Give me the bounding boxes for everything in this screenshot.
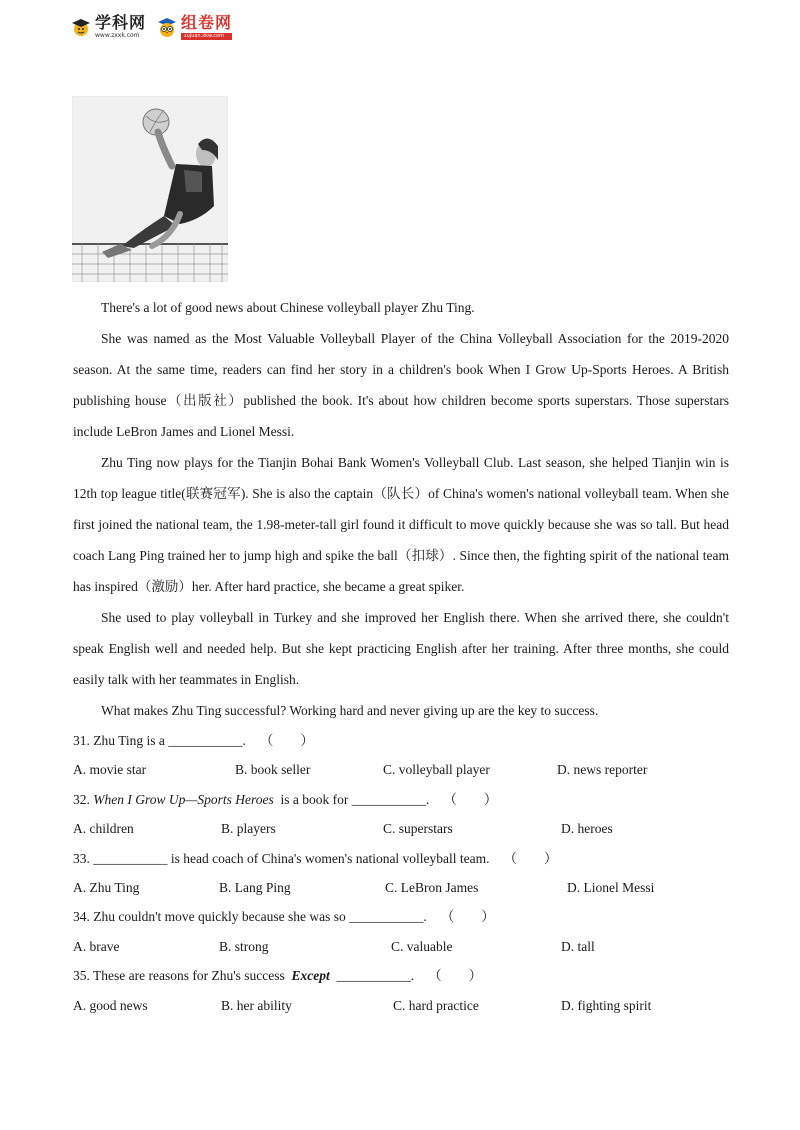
book-title: When I Grow Up—Sports Heroes (93, 791, 274, 807)
answer-blank: ___________ (351, 791, 426, 807)
answer-blank: ___________ (93, 850, 168, 866)
option-a: A. good news (73, 997, 148, 1013)
option-c: C. superstars (383, 821, 453, 837)
answer-parentheses: （ ） (503, 850, 558, 866)
header-logos (70, 10, 232, 44)
option-b: B. players (221, 821, 276, 837)
question-35 (73, 961, 729, 990)
answer-blank: ___________ (336, 968, 411, 984)
option-d: D. heroes (561, 821, 613, 837)
answer-parentheses: （ ） (259, 733, 314, 748)
owl-icon (156, 16, 178, 38)
passage-paragraph: Zhu Ting now plays for the Tianjin Bohai Bank Women's Volleyball Club. Last season, she helped Tianjin win is 12th top league title(联赛冠军). She is also the captain（队长）of China's women's national volleyball team. When she first joined the national team, the 1.98-meter-tall girl found it difficult to move quickly because she was so tall. But head coach Lang Ping trained her to jump high and spike the ball（扣球）. Since then, the fighting spirit of the national team has inspired（激励）her. After hard practice, she became a great spiker. (73, 455, 729, 594)
question-stem: is a book for (273, 791, 352, 807)
answer-parentheses: （ ） (443, 791, 498, 807)
option-b: B. her ability (221, 997, 292, 1013)
option-c: C. hard practice (393, 997, 479, 1013)
option-c: C. volleyball player (383, 762, 490, 778)
question-stem: 31. Zhu Ting is a (73, 733, 169, 748)
option-d: D. Lionel Messi (567, 879, 655, 895)
question-stem: 34. Zhu couldn't move quickly because she was so (73, 909, 350, 925)
question-number: 33. (73, 850, 94, 866)
zxxk-logo-text: 学科网 (95, 13, 147, 32)
question-number: 32. (73, 791, 94, 807)
passage-paragraph: She used to play volleyball in Turkey and she improved her English there. When she arrived there, she couldn't speak English well and needed help. But she kept practicing English after her training. After three months, she could easily talk with her teammates in English. (73, 610, 729, 687)
passage-paragraph: She was named as the Most Valuable Volleyball Player of the China Volleyball Association for the 2019-2020 season. At the same time, readers can find her story in a children's book When I Grow Up-Sports Heroes. A British publishing house（出版社）published the book. It's about how children become sports superstars. Those superstars include LeBron James and Lionel Messi. (73, 331, 729, 439)
question-end: . (410, 968, 415, 984)
option-d: D. fighting spirit (561, 997, 652, 1013)
option-d: D. tall (561, 938, 595, 954)
passage-content (73, 292, 729, 1020)
answer-blank: ___________ (349, 909, 424, 925)
zujuan-logo (156, 12, 233, 40)
question-34 (73, 902, 729, 931)
question-stem: 35. These are reasons for Zhu's success (73, 968, 292, 984)
zxxk-logo (70, 15, 146, 39)
option-c: C. valuable (391, 938, 453, 954)
question-31 (73, 726, 729, 755)
zujuan-logo-url: zujuan.xkw.com (181, 33, 232, 40)
answer-blank: ___________ (168, 733, 243, 748)
options-32 (73, 814, 729, 843)
question-end: . (242, 733, 246, 748)
passage-paragraph: What makes Zhu Ting successful? Working hard and never giving up are the key to success. (101, 703, 599, 718)
question-32 (73, 785, 729, 814)
options-33 (73, 873, 729, 902)
option-b: B. Lang Ping (219, 879, 291, 895)
option-d: D. news reporter (557, 762, 648, 778)
question-end: . (426, 791, 430, 807)
answer-parentheses: （ ） (428, 968, 483, 984)
question-spacer (330, 968, 337, 983)
options-31 (73, 755, 729, 784)
question-stem: is head coach of China's women's national volleyball team. (167, 850, 490, 866)
zxxk-logo-url: www.zxxk.com (95, 32, 140, 39)
answer-parentheses: （ ） (440, 909, 495, 925)
options-34 (73, 932, 729, 961)
passage-paragraph: There's a lot of good news about Chinese volleyball player Zhu Ting. (101, 300, 475, 315)
option-a: A. movie star (73, 762, 147, 778)
option-a: A. children (73, 821, 134, 837)
zujuan-logo-text: 组卷网 (181, 12, 233, 32)
option-a: A. Zhu Ting (73, 879, 140, 895)
graduate-icon (70, 16, 92, 38)
option-a: A. brave (73, 938, 120, 954)
volleyball-player-photo (72, 96, 228, 282)
option-b: B. book seller (235, 762, 311, 778)
option-b: B. strong (219, 938, 269, 954)
option-c: C. LeBron James (385, 879, 479, 895)
except-emphasis: Except (291, 968, 330, 984)
options-35 (73, 991, 729, 1020)
question-end: . (423, 909, 427, 925)
question-33 (73, 844, 729, 873)
